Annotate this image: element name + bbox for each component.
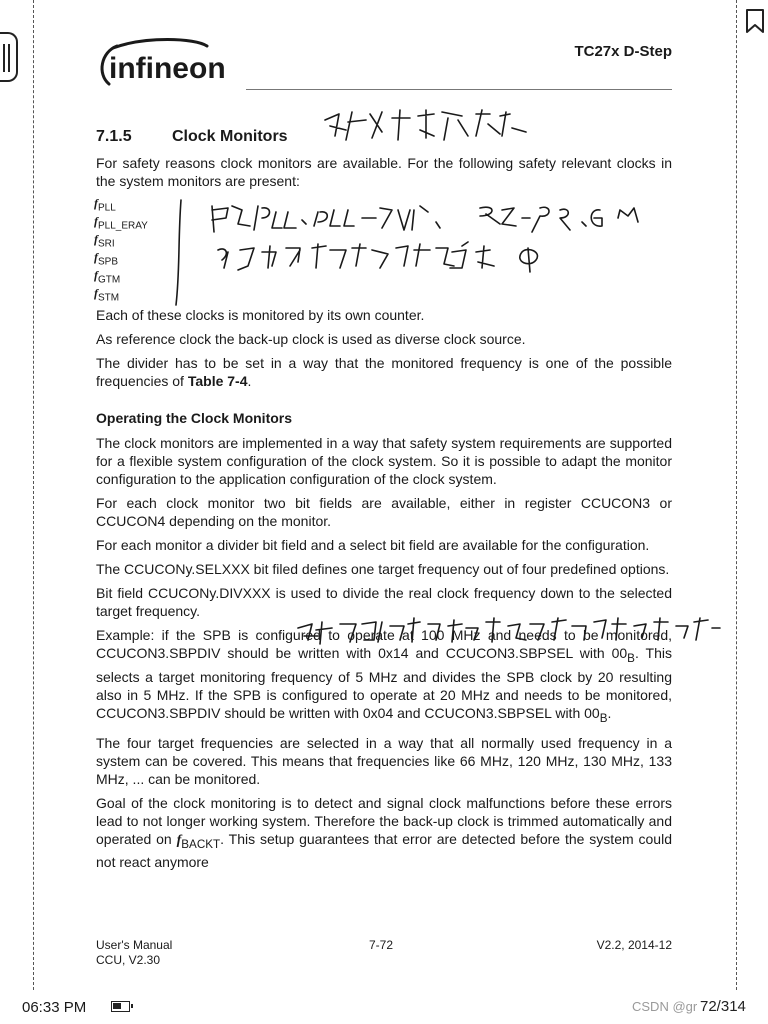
paragraph: For each clock monitor two bit fields are available, either in register CCUCON3 or CCUCON4 depending on the monitor. <box>96 495 672 529</box>
paragraph: Bit field CCUCONy.DIVXXX is used to divide the real clock frequency down to the selected target frequency. <box>96 585 672 619</box>
clock-item: $f_{PLL}$ <box>94 196 116 214</box>
right-margin-line <box>736 0 737 990</box>
intro-paragraph: For safety reasons clock monitors are available. For the following safety relevant clocks in the system monitors are present: <box>96 155 672 189</box>
battery-icon <box>111 1001 130 1012</box>
clock-item: $f_{SPB}$ <box>94 250 119 268</box>
clock-item: $f_{SRI}$ <box>94 232 115 250</box>
body-block <box>96 306 672 390</box>
paragraph: As reference clock the back-up clock is used as diverse clock source. <box>96 331 526 347</box>
infineon-logo <box>95 34 225 94</box>
left-margin-line <box>33 0 34 990</box>
annotation-stroke <box>212 206 440 232</box>
footer-page-number: 7-72 <box>369 938 394 952</box>
menu-tab-icon[interactable] <box>0 32 18 82</box>
page-counter[interactable]: 72/314 <box>700 998 746 1015</box>
footer-manual: User's Manual <box>96 938 173 952</box>
footer-version: V2.2, 2014-12 <box>596 938 672 952</box>
clock-item: $f_{PLL\_ERAY}$ <box>94 214 148 232</box>
annotation-stroke <box>520 248 538 272</box>
annotation-stroke <box>218 242 494 270</box>
paragraph: The clock monitors are implemented in a way that safety system requirements are supported for a flexible system configuration of the clock system. So it is possible to adapt the monitor configuration to the application configuration of the clock system. <box>96 435 672 487</box>
table-reference-link[interactable]: Table 7-4 <box>187 373 248 389</box>
watermark: CSDN @gr <box>632 999 698 1014</box>
logo-wordmark: infineon <box>109 52 225 85</box>
doc-title: TC27x D-Step <box>574 43 672 60</box>
paragraph: Goal of the clock monitoring is to detect and signal clock malfunctions before these errors lead to not longer working system. Therefore the back-up clock is trimmed automatically and operated on $f_{BACKT}$. This setup guarantees that error are detected before the system could not react anymore <box>96 794 672 871</box>
subsection-heading: Operating the Clock Monitors <box>96 410 293 426</box>
paragraph: Example: if the SPB is configured to operate at 100 MHz and needs to be monitored, CCUCON3.SBPDIV should be written with 0x14 and CCUCON3.SBPSEL with $00_B$. This selects a target monitoring frequency of 5 MHz and divides the SPB clock by 20 resulting also in 5 MHz. If the SPB is configured to operate at 20 MHz and needs to be monitored, CCUCON3.SBPDIV should be written with 0x04 and CCUCON3.SBPSEL with $00_B$. <box>96 627 672 725</box>
paragraph: The four target frequencies are selected in a way that all normally used frequency in a system can be covered. This means that frequencies like 66 MHz, 120 MHz, 130 MHz, 133 MHz, ... can be monitored. <box>96 734 672 787</box>
footer-manual-info <box>96 938 172 968</box>
annotation-stroke <box>325 110 526 140</box>
paragraph: The CCUCONy.SELXXX bit filed defines one target frequency out of four predefined options. <box>96 561 670 577</box>
paragraph: Each of these clocks is monitored by its own counter. <box>96 307 425 323</box>
subsection-body <box>96 434 672 871</box>
paragraph: The divider has to be set in a way that the monitored frequency is one of the possible frequencies of Table 7-4. <box>96 355 672 389</box>
section-heading <box>96 128 288 146</box>
footer-module: CCU, V2.30 <box>96 953 161 967</box>
section-title: Clock Monitors <box>172 128 288 145</box>
bookmark-icon[interactable] <box>744 8 766 34</box>
section-number: 7.1.5 <box>96 128 132 145</box>
paragraph: For each monitor a divider bit field and a select bit field are available for the configuration. <box>96 537 650 553</box>
annotation-stroke <box>176 200 181 305</box>
annotation-stroke <box>480 207 638 232</box>
status-time: 06:33 PM <box>22 999 87 1016</box>
clock-item: $f_{STM}$ <box>94 286 120 304</box>
intro-text <box>96 154 672 190</box>
header-rule <box>246 89 672 90</box>
clock-item: $f_{GTM}$ <box>94 268 121 286</box>
